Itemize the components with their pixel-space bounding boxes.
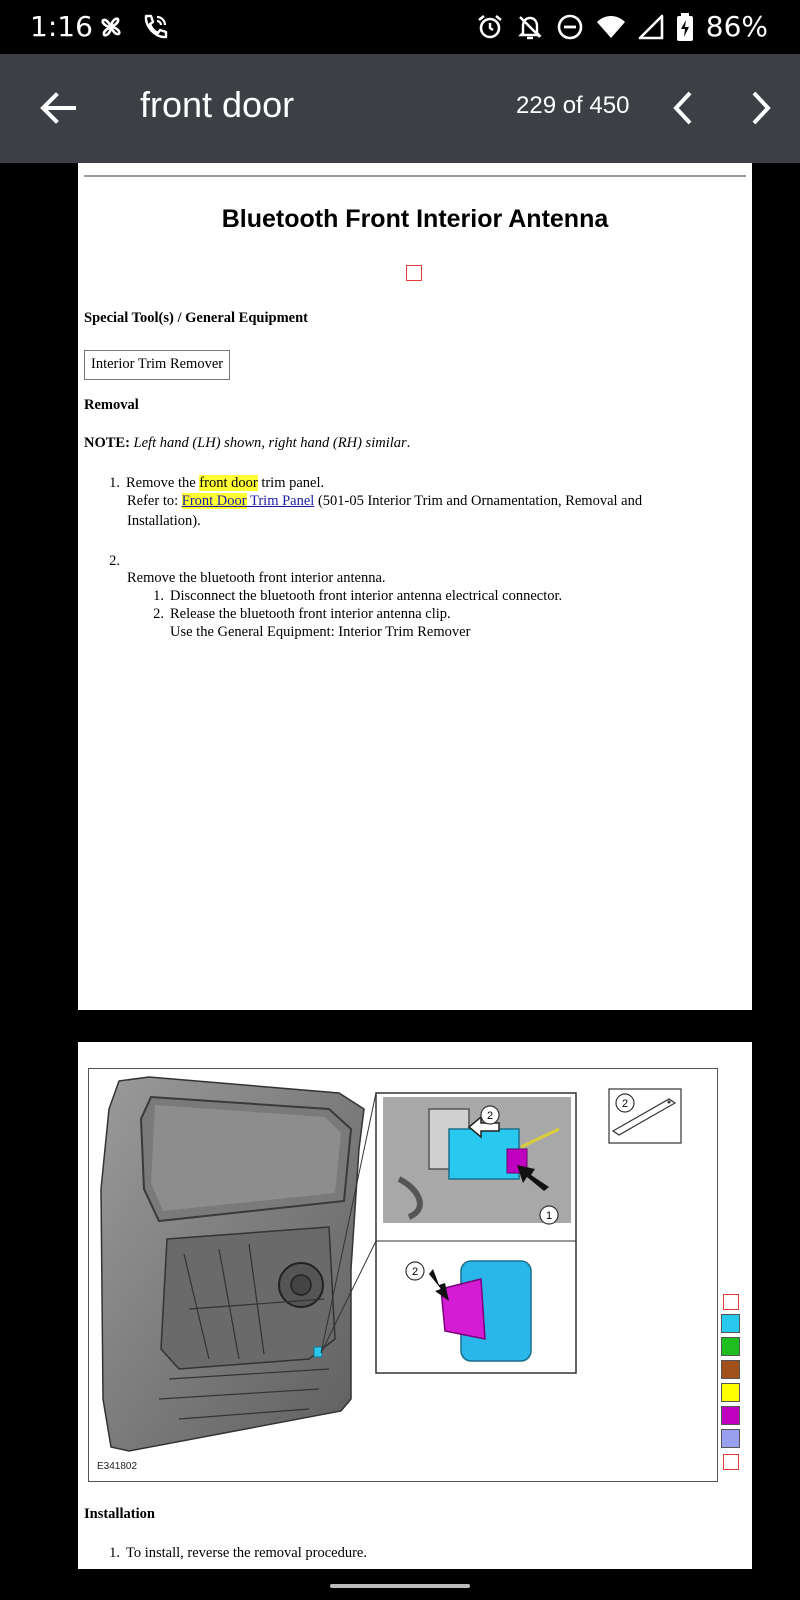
note-label: NOTE: — [84, 435, 130, 451]
notifications-off-icon — [516, 13, 544, 41]
step-text: To install, reverse the removal procedure. — [126, 1545, 367, 1561]
chevron-right-icon[interactable] — [744, 88, 776, 128]
match-counter: 229 of 450 — [516, 92, 630, 119]
broken-image-icon — [723, 1294, 739, 1310]
broken-image-icon — [406, 265, 422, 281]
wifi-calling-icon — [140, 12, 170, 42]
step-text: Remove the — [126, 475, 200, 491]
installation-heading: Installation — [84, 1506, 155, 1522]
callout-number: 2 — [411, 1266, 419, 1278]
substep-text: Release the bluetooth front interior antenna clip. — [170, 606, 451, 622]
refer-suffix-continued: Installation). — [127, 513, 201, 529]
legend-swatch — [721, 1337, 740, 1356]
link-text: Trim Panel — [246, 493, 315, 509]
document-page — [78, 163, 752, 1010]
substep — [144, 606, 451, 623]
do-not-disturb-icon — [556, 13, 584, 41]
back-arrow-icon[interactable] — [36, 86, 80, 130]
pinwheel-icon — [96, 12, 126, 42]
front-door-trim-panel-link[interactable] — [182, 493, 315, 509]
search-highlight: front door — [199, 475, 258, 491]
list-item — [100, 1545, 367, 1562]
legend-swatch — [721, 1406, 740, 1425]
substep-text: Disconnect the bluetooth front interior antenna electrical connector. — [170, 588, 563, 604]
search-highlight: Front Door — [181, 493, 247, 509]
substep-number: 2. — [153, 606, 164, 622]
step-text: trim panel. — [257, 475, 325, 491]
figure — [88, 1068, 718, 1482]
step-text: Remove the bluetooth front interior antenna. — [127, 570, 386, 586]
substep-note: Use the General Equipment: Interior Trim Remover — [170, 624, 471, 640]
step-number: 1. — [109, 475, 120, 491]
substep-number: 1. — [153, 588, 164, 604]
step-number: 1. — [109, 1545, 120, 1561]
legend-swatch — [721, 1360, 740, 1379]
list-item — [100, 475, 324, 492]
note-text: Left hand (LH) shown, right hand (RH) similar — [133, 435, 407, 451]
cellular-signal-icon — [638, 13, 664, 41]
status-time: 1:16 — [30, 10, 93, 43]
alarm-icon — [476, 13, 504, 41]
legend-swatch — [721, 1383, 740, 1402]
callout-number: 2 — [621, 1098, 629, 1110]
wifi-icon — [596, 13, 626, 41]
substep — [144, 588, 562, 605]
battery-charging-icon — [676, 12, 694, 42]
refer-line — [127, 493, 642, 510]
callout-number: 2 — [486, 1110, 494, 1122]
chevron-left-icon[interactable] — [668, 88, 700, 128]
special-tools-heading: Special Tool(s) / General Equipment — [84, 310, 308, 326]
step-number: 2. — [109, 553, 120, 569]
image-code: E341802 — [97, 1461, 138, 1472]
home-indicator[interactable] — [330, 1584, 470, 1588]
document-title: Bluetooth Front Interior Antenna — [221, 205, 609, 233]
battery-percentage: 86% — [705, 10, 768, 43]
tool-table-cell — [84, 350, 230, 380]
broken-image-icon — [723, 1454, 739, 1470]
search-query[interactable]: front door — [140, 84, 295, 125]
status-bar — [0, 0, 800, 54]
list-item — [100, 553, 126, 570]
refer-prefix: Refer to: — [127, 493, 182, 509]
note — [84, 435, 410, 452]
callout-number: 1 — [545, 1210, 553, 1222]
legend-swatch — [721, 1429, 740, 1448]
refer-suffix: (501-05 Interior Trim and Ornamentation, Removal and — [314, 493, 643, 509]
document-page — [78, 1042, 752, 1569]
note-period: . — [406, 435, 411, 451]
search-toolbar — [0, 54, 800, 163]
removal-heading: Removal — [84, 397, 139, 413]
door-illustration — [89, 1069, 716, 1480]
tool-name: Interior Trim Remover — [91, 356, 224, 372]
divider — [84, 175, 746, 177]
legend-swatch — [721, 1314, 740, 1333]
